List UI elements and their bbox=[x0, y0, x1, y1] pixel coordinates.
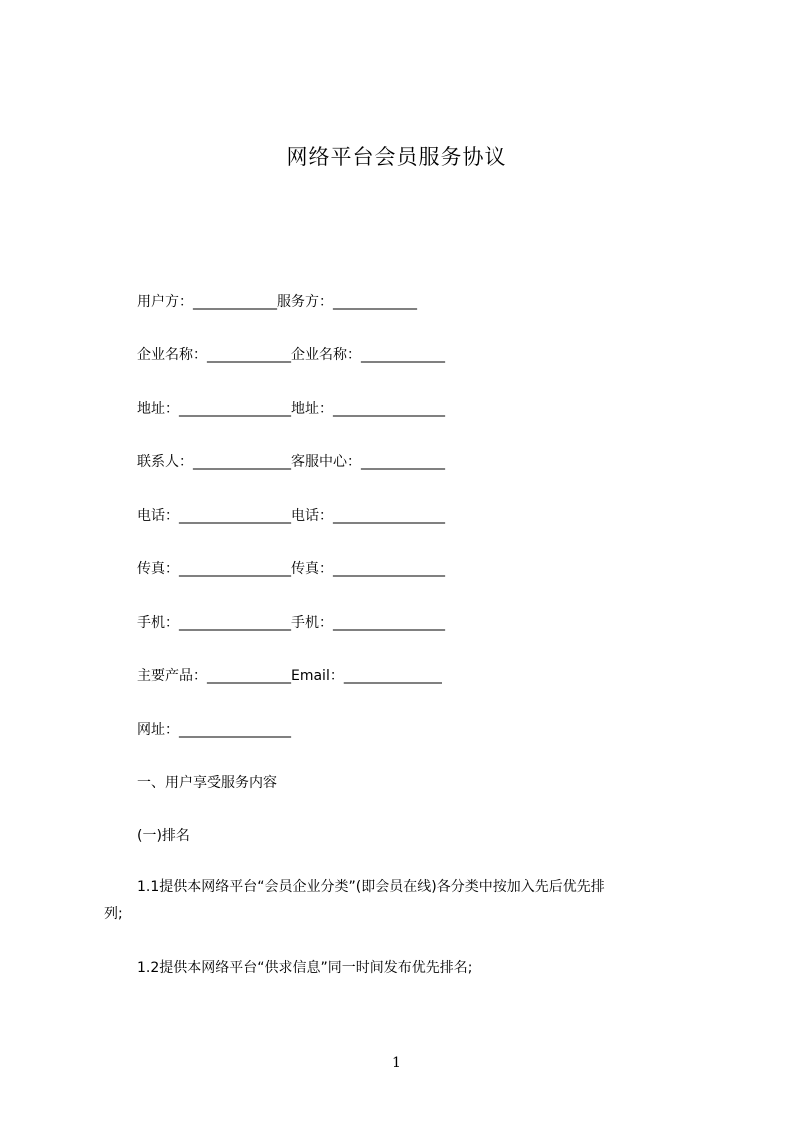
contact-line: 联系人：______________客服中心：____________ bbox=[137, 454, 445, 470]
party-line: 用户方：____________服务方：____________ bbox=[137, 294, 417, 310]
fax-line: 传真：________________传真：________________ bbox=[137, 561, 445, 577]
page-number: 1 bbox=[392, 1055, 401, 1071]
mobile-line: 手机：________________手机：________________ bbox=[137, 615, 445, 631]
clause-1-2: 1.2提供本网络平台“供求信息”同一时间发布优先排名; bbox=[137, 960, 473, 976]
company-name-line: 企业名称：____________企业名称：____________ bbox=[137, 347, 445, 363]
address-line: 地址：________________地址：________________ bbox=[137, 401, 445, 417]
phone-line: 电话：________________电话：________________ bbox=[137, 508, 445, 524]
website-line: 网址：________________ bbox=[137, 722, 291, 738]
clause-1-1-line-2: 列; bbox=[104, 906, 123, 922]
clause-1-1-line-1: 1.1提供本网络平台“会员企业分类”(即会员在线)各分类中按加入先后优先排 bbox=[137, 879, 605, 895]
subsection-heading: (一)排名 bbox=[137, 828, 190, 844]
product-email-line: 主要产品：____________Email：______________ bbox=[137, 668, 442, 684]
section-heading: 一、用户享受服务内容 bbox=[137, 775, 277, 791]
document-title: 网络平台会员服务协议 bbox=[286, 145, 507, 169]
